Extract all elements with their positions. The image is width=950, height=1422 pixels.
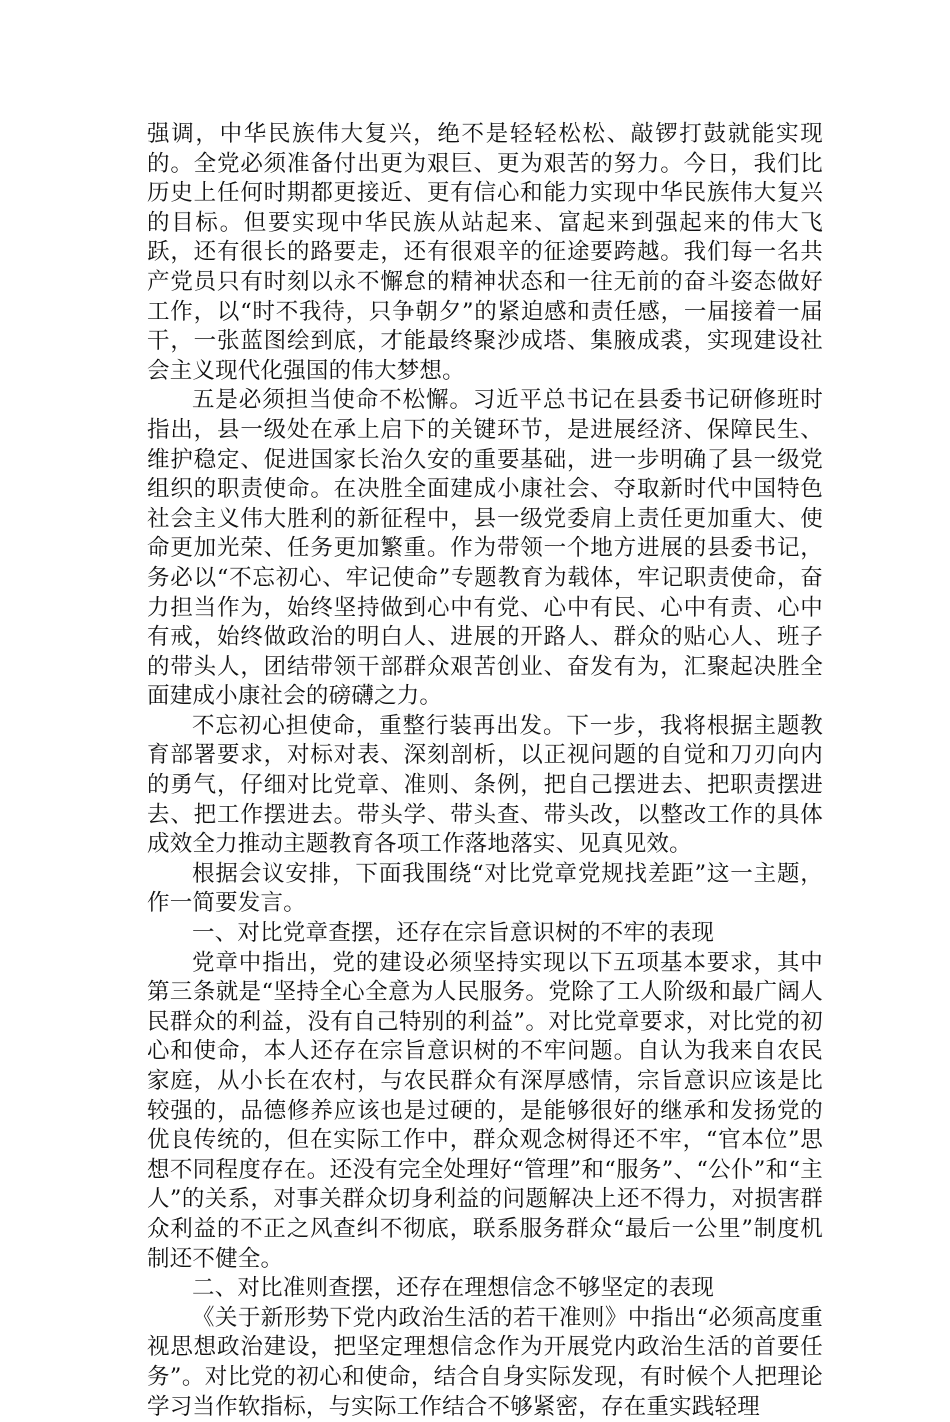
section-heading-1: 一、对比党章查摆，还存在宗旨意识树的不牢的表现: [192, 920, 715, 947]
body-paragraph-6: 《关于新形势下党内政治生活的若干准则》中指出“必须高度重视思想政治建设，把坚定理想信念作为开展党内政治生活的首要任务”。对比党的初心和使命，结合自身实际发现，有时候个人把理论学习当作软指标，与实际工作结合不够紧密，存在重实践轻理: [147, 1304, 823, 1420]
body-paragraph-1: 强调，中华民族伟大复兴，绝不是轻轻松松、敲锣打鼓就能实现的。全党必须准备付出更为艰巨、更为艰苦的努力。今日，我们比历史上任何时期都更接近、更有信心和能力实现中华民族伟大复兴的目标。但要实现中华民族从站起来、富起来到强起来的伟大飞跃，还有很长的路要走，还有很艰辛的征途要跨越。我们每一名共产党员只有时刻以永不懈怠的精神状态和一往无前的奋斗姿态做好工作，以“时不我待，只争朝夕”的紧迫感和责任感，一届接着一届干，一张蓝图绘到底，才能最终聚沙成塔、集腋成裘，实现建设社会主义现代化强国的伟大梦想。: [147, 121, 823, 384]
section-heading-2: 二、对比准则查摆，还存在理想信念不够坚定的表现: [192, 1275, 715, 1302]
body-paragraph-2: 五是必须担当使命不松懈。习近平总书记在县委书记研修班时指出，县一级处在承上启下的关键环节，是进展经济、保障民生、维护稳定、促进国家长治久安的重要基础，进一步明确了县一级党组织的职责使命。在决胜全面建成小康社会、夺取新时代中国特色社会主义伟大胜利的新征程中，县一级党委肩上责任更加重大、使命更加光荣、任务更加繁重。作为带领一个地方进展的县委书记，务必以“不忘初心、牢记使命”专题教育为载体，牢记职责使命，奋力担当作为，始终坚持做到心中有党、心中有民、心中有责、心中有戒，始终做政治的明白人、进展的开路人、群众的贴心人、班子的带头人，团结带领干部群众艰苦创业、奋发有为，汇聚起决胜全面建成小康社会的磅礴之力。: [147, 387, 823, 710]
body-paragraph-5: 党章中指出，党的建设必须坚持实现以下五项基本要求，其中第三条就是“坚持全心全意为人民服务。党除了工人阶级和最广阔人民群众的利益，没有自己特别的利益”。对比党章要求，对比党的初心和使命，本人还存在宗旨意识树的不牢问题。自认为我来自农民家庭，从小长在农村，与农民群众有深厚感情，宗旨意识应该是比较强的，品德修养应该也是过硬的，是能够很好的继承和发扬党的优良传统的，但在实际工作中，群众观念树得还不牢，“官本位”思想不同程度存在。还没有完全处理好“管理”和“服务”、“公仆”和“主人”的关系，对事关群众切身利益的问题解决上还不得力，对损害群众利益的不正之风查纠不彻底，联系服务群众“最后一公里”制度机制还不健全。: [147, 949, 823, 1272]
document-page: [147, 120, 823, 1422]
body-paragraph-4: 根据会议安排，下面我围绕“对比党章党规找差距”这一主题，作一简要发言。: [147, 860, 823, 917]
body-paragraph-3: 不忘初心担使命，重整行装再出发。下一步，我将根据主题教育部署要求，对标对表、深刻剖析，以正视问题的自觉和刀刃向内的勇气，仔细对比党章、准则、条例，把自己摆进去、把职责摆进去、把工作摆进去。带头学、带头查、带头改，以整改工作的具体成效全力推动主题教育各项工作落地落实、见真见效。: [147, 712, 823, 858]
